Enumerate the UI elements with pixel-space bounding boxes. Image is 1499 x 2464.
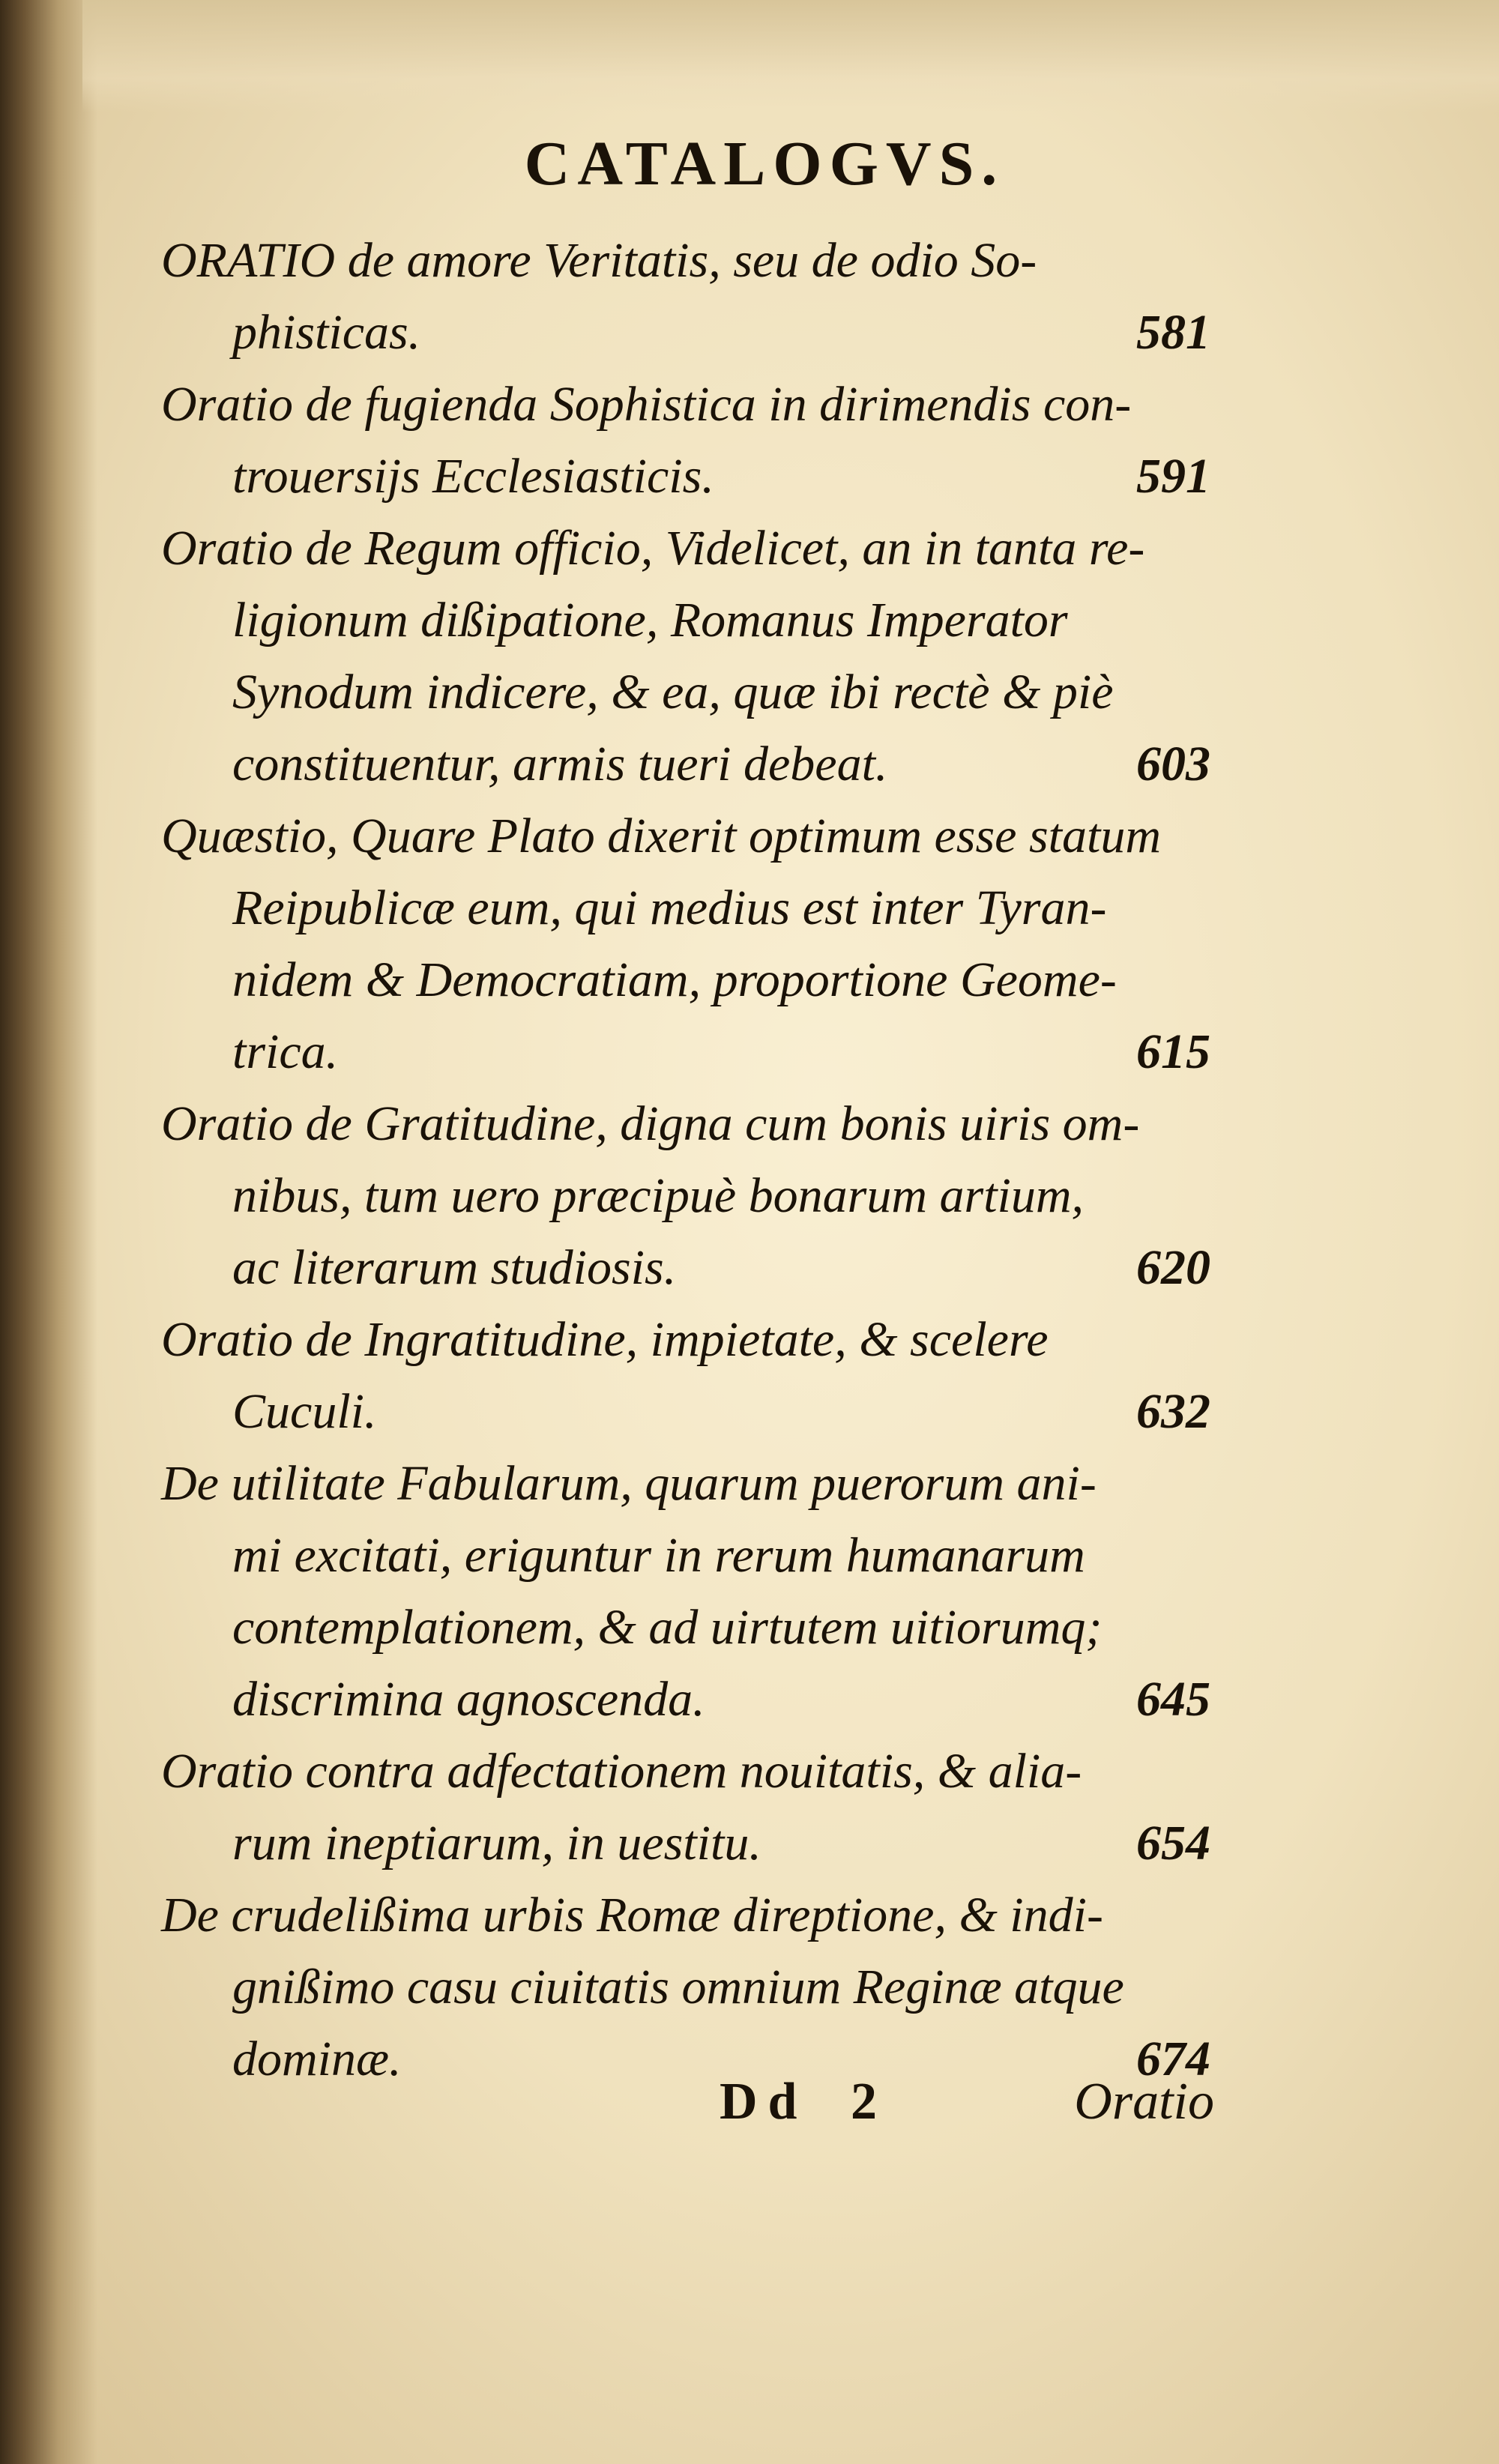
entry-title-line: De crudelißima urbis Romæ direptione, & indi- (161, 1888, 1103, 1942)
entry-final-text: Cuculi. (232, 1384, 377, 1439)
entry-continuation-line: Synodum indicere, & ea, quæ ibi rectè & piè (232, 665, 1114, 719)
page-number: 645 (1136, 1672, 1210, 1727)
catalog-entry (161, 1448, 1210, 1736)
catalog-entry (161, 1736, 1210, 1879)
entry-final-line (161, 728, 1210, 800)
page-number: 632 (1136, 1384, 1210, 1439)
entry-final-text: phisticas. (232, 305, 421, 360)
entry-final-text: rum ineptiarum, in uestitu. (232, 1816, 761, 1870)
entry-final-line (161, 1808, 1210, 1879)
page-header: CATALOGVS. (524, 129, 1005, 199)
entry-continuation-line: mi excitati, eriguntur in rerum humanarum (232, 1528, 1085, 1583)
catalog-entry (161, 1879, 1210, 2095)
entry-final-text: trica. (232, 1024, 339, 1079)
entry-final-text: ac literarum studiosis. (232, 1240, 677, 1295)
entry-title-line: Quæstio, Quare Plato dixerit optimum esse statum (161, 809, 1161, 863)
entry-final-line (161, 1232, 1210, 1304)
signature-letters: Dd (720, 2073, 808, 2131)
entry-title-line: Oratio de Ingratitudine, impietate, & scelere (161, 1312, 1049, 1367)
page-footer (720, 2072, 1214, 2132)
catchword: Oratio (1074, 2073, 1214, 2131)
catalog-entry (161, 1088, 1210, 1304)
entry-final-line (161, 1376, 1210, 1448)
entry-final-text: trouersijs Ecclesiasticis. (232, 449, 714, 504)
entry-final-text: discrimina agnoscenda. (232, 1672, 705, 1727)
signature-mark (720, 2072, 877, 2132)
entry-final-line (161, 441, 1210, 513)
catalog-entry (161, 1304, 1210, 1448)
entry-continuation-line: nibus, tum uero præcipuè bonarum artium, (232, 1168, 1085, 1223)
page-number: 674 (1136, 2032, 1210, 2086)
entry-title-line: ORATIO de amore Veritatis, seu de odio So- (161, 233, 1037, 288)
page-number: 581 (1136, 305, 1210, 360)
page-number: 615 (1136, 1024, 1210, 1079)
entry-final-line (161, 1016, 1210, 1088)
entry-title-line: Oratio contra adfectationem nouitatis, & alia- (161, 1744, 1082, 1799)
page-number: 620 (1136, 1240, 1210, 1295)
binding-gutter (0, 0, 97, 2464)
signature-number: 2 (850, 2073, 877, 2131)
catalog-entry (161, 800, 1210, 1088)
entry-title-line: Oratio de Regum officio, Videlicet, an in tanta re- (161, 521, 1145, 576)
entry-continuation-line: contemplationem, & ad uirtutem uitiorumq; (232, 1600, 1103, 1655)
entry-final-text: constituentur, armis tueri debeat. (232, 737, 888, 791)
page-number: 603 (1136, 737, 1210, 791)
entry-continuation-line: gnißimo casu ciuitatis omnium Reginæ atque (232, 1960, 1124, 2014)
entry-title-line: Oratio de Gratitudine, digna cum bonis uiris om- (161, 1096, 1140, 1151)
entry-continuation-line: ligionum dißipatione, Romanus Imperator (232, 593, 1068, 647)
catalog-entry (161, 225, 1210, 369)
entry-final-text: dominæ. (232, 2032, 402, 2086)
catalog-entry (161, 369, 1210, 513)
entry-title-line: De utilitate Fabularum, quarum puerorum ani- (161, 1456, 1097, 1511)
entry-final-line (161, 297, 1210, 369)
entry-final-line (161, 1664, 1210, 1736)
page-number: 654 (1136, 1816, 1210, 1870)
catalog-entry (161, 513, 1210, 800)
entry-continuation-line: Reipublicæ eum, qui medius est inter Tyran- (232, 881, 1107, 935)
entry-continuation-line: nidem & Democratiam, proportione Geome- (232, 952, 1117, 1007)
entry-title-line: Oratio de fugienda Sophistica in dirimendis con- (161, 377, 1132, 432)
page-number: 591 (1136, 449, 1210, 504)
catalog-entries (161, 225, 1210, 2095)
page-stain (82, 0, 1499, 112)
